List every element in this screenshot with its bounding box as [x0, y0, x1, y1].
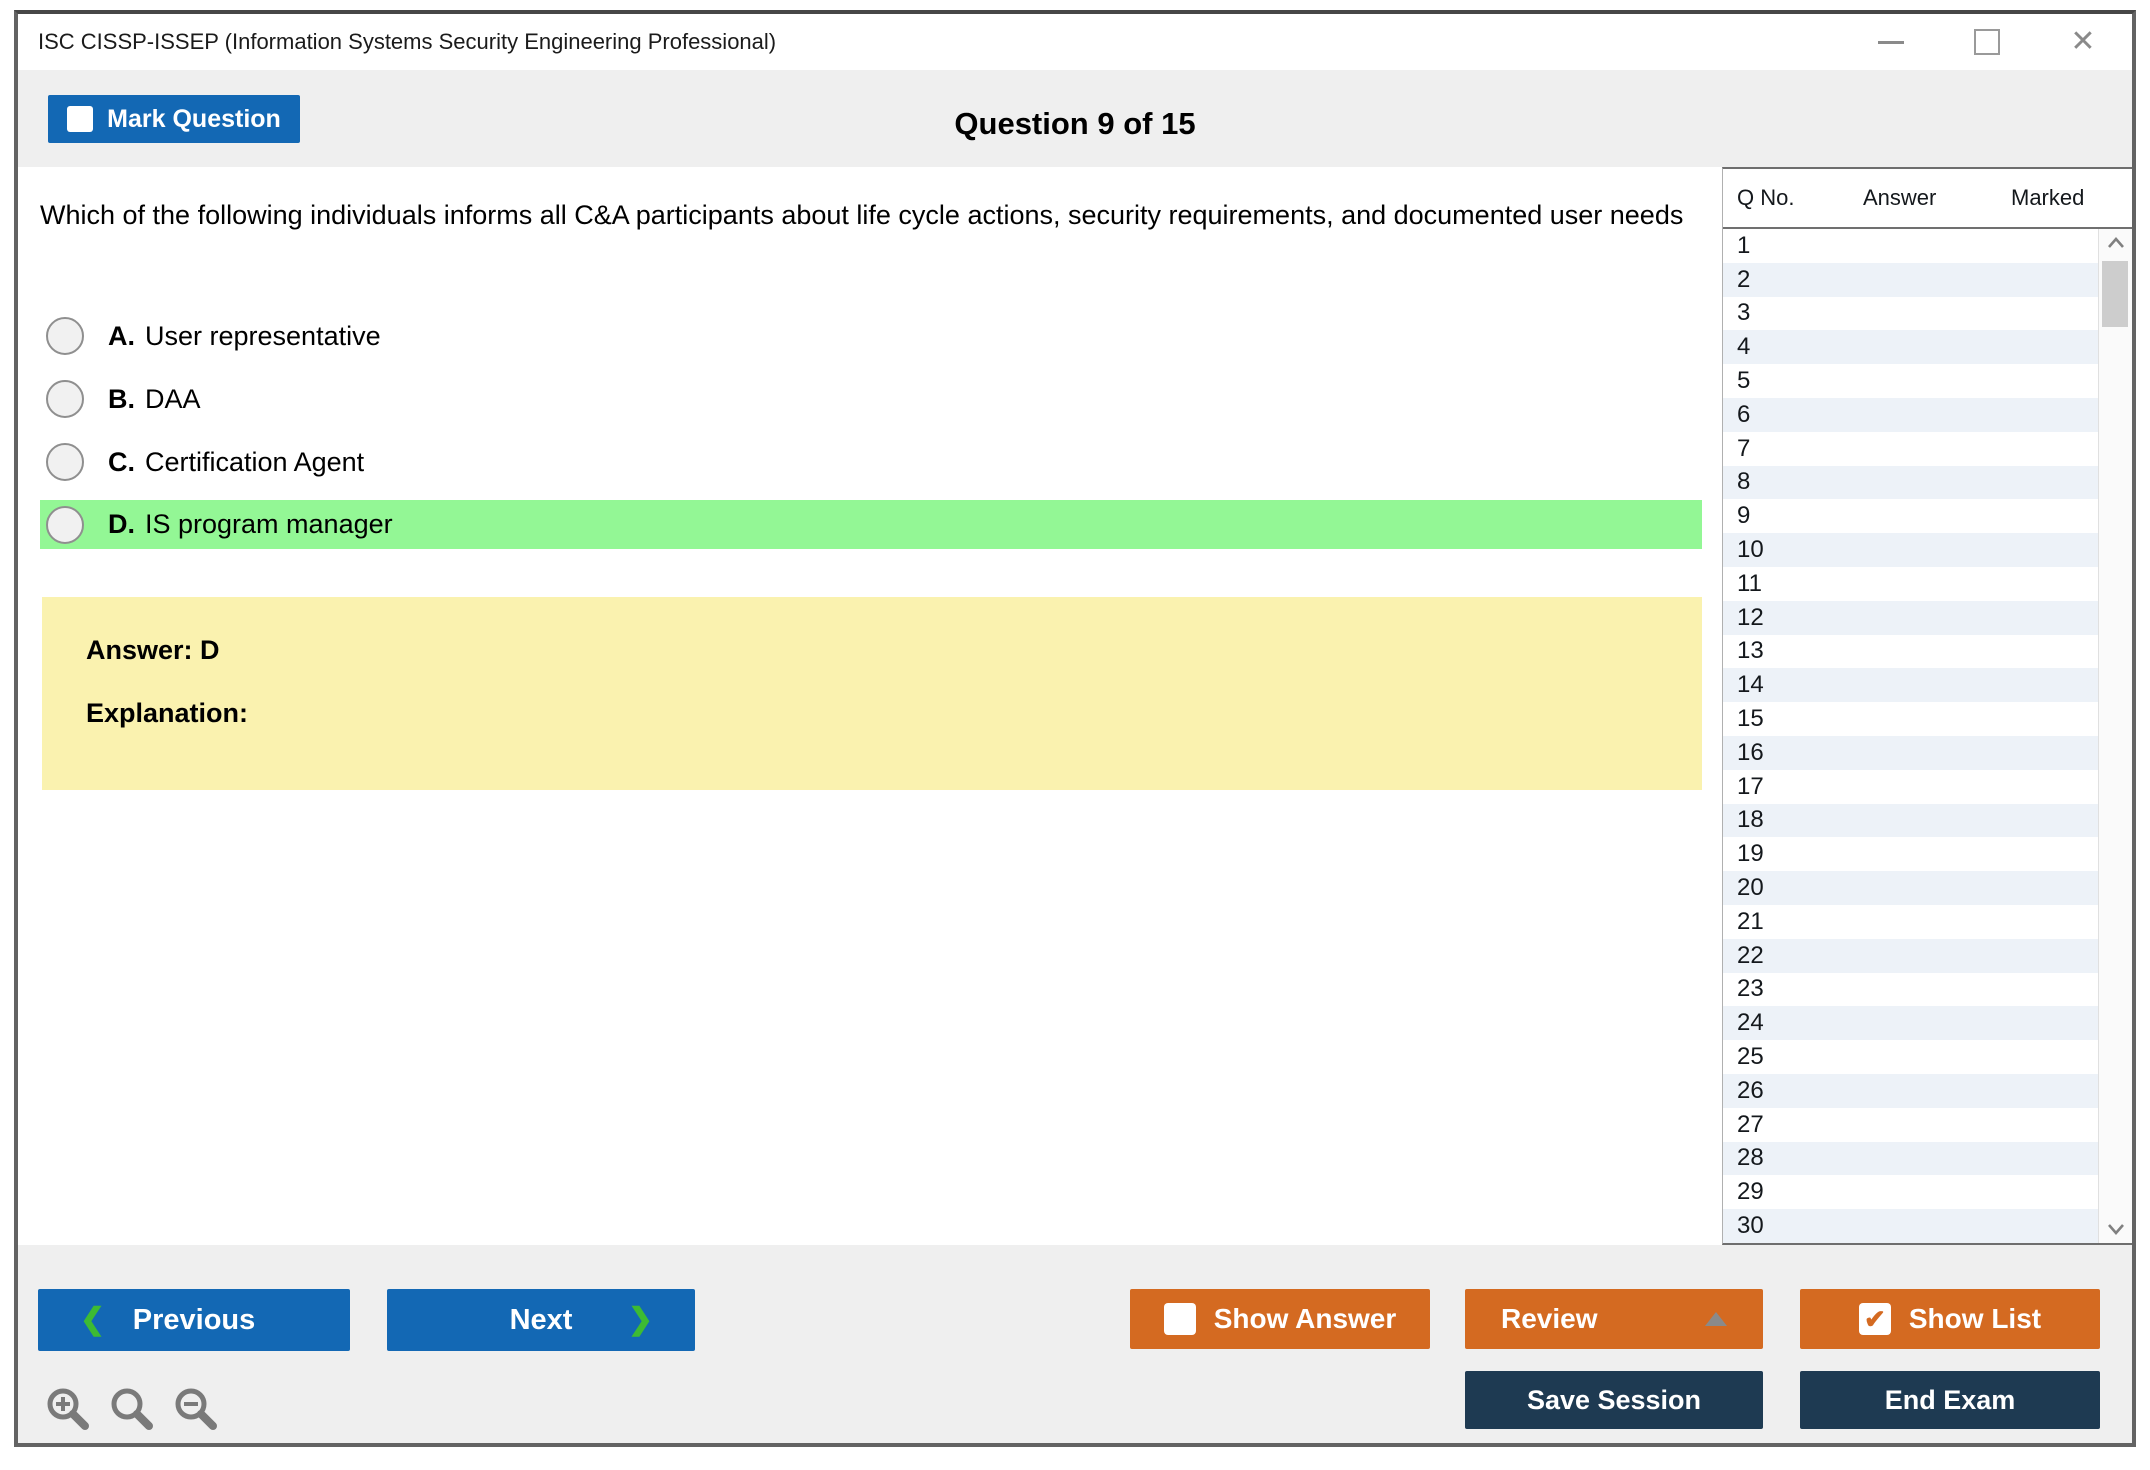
zoom-out-icon[interactable]: [172, 1385, 220, 1433]
question-number-cell: 8: [1737, 468, 1751, 496]
question-number-cell: 13: [1737, 637, 1764, 665]
next-button[interactable]: [387, 1289, 695, 1351]
table-row[interactable]: [1723, 466, 2098, 500]
minimize-button[interactable]: [1872, 23, 1910, 61]
save-session-label: Save Session: [1526, 1384, 1702, 1415]
show-answer-checkbox-icon: [1164, 1303, 1196, 1335]
table-row[interactable]: [1723, 973, 2098, 1007]
content-area: [18, 167, 2132, 1245]
question-number-cell: 23: [1737, 975, 1764, 1003]
question-number-cell: 6: [1737, 400, 1751, 428]
question-list-rows: [1723, 229, 2098, 1243]
question-number-cell: 20: [1737, 874, 1764, 902]
table-row[interactable]: [1723, 702, 2098, 736]
question-number-cell: 29: [1737, 1178, 1764, 1206]
end-exam-button[interactable]: [1800, 1371, 2100, 1429]
question-number-cell: 11: [1737, 569, 1762, 597]
option-letter: D.: [108, 509, 135, 539]
radio-button-d[interactable]: [46, 506, 84, 544]
question-number-cell: 10: [1737, 536, 1764, 564]
question-number-cell: 22: [1737, 941, 1764, 969]
magnifier-icon[interactable]: [108, 1385, 156, 1433]
question-number-cell: 2: [1737, 265, 1751, 293]
table-row[interactable]: [1723, 635, 2098, 669]
table-row[interactable]: [1723, 1006, 2098, 1040]
column-header-marked: Marked: [2011, 185, 2085, 210]
show-answer-button[interactable]: [1130, 1289, 1430, 1349]
app-window: [14, 10, 2136, 1447]
table-row[interactable]: [1723, 1040, 2098, 1074]
option-text: DAA: [145, 383, 201, 414]
question-counter: Question 9 of 15: [954, 106, 1196, 141]
table-row[interactable]: [1723, 871, 2098, 905]
option-letter: B.: [108, 383, 135, 414]
question-list-scrollbar[interactable]: [2098, 229, 2132, 1243]
table-row[interactable]: [1723, 499, 2098, 533]
option-d[interactable]: [40, 500, 1702, 549]
table-row[interactable]: [1723, 804, 2098, 838]
previous-label: Previous: [132, 1303, 256, 1336]
review-label: Review: [1501, 1303, 1598, 1334]
question-list-panel: [1722, 167, 2132, 1245]
maximize-icon: [1974, 29, 2000, 55]
zoom-in-icon[interactable]: [44, 1385, 92, 1433]
table-row[interactable]: [1723, 533, 2098, 567]
footer-bar: [18, 1245, 2132, 1443]
question-number-cell: 9: [1737, 502, 1751, 530]
table-row[interactable]: [1723, 837, 2098, 871]
question-number-cell: 17: [1737, 772, 1764, 800]
save-session-button[interactable]: [1465, 1371, 1763, 1429]
previous-button[interactable]: [38, 1289, 350, 1351]
question-number-cell: 27: [1737, 1110, 1764, 1138]
table-row[interactable]: [1723, 1108, 2098, 1142]
question-number-cell: 24: [1737, 1009, 1764, 1037]
review-button[interactable]: [1465, 1289, 1763, 1349]
table-row[interactable]: [1723, 1209, 2098, 1243]
question-number-cell: 19: [1737, 840, 1764, 868]
radio-button-c[interactable]: [46, 443, 84, 481]
table-row[interactable]: [1723, 432, 2098, 466]
scroll-down-icon[interactable]: [2099, 1223, 2132, 1235]
table-row[interactable]: [1723, 939, 2098, 973]
column-header-answer: Answer: [1863, 185, 1937, 210]
next-label: Next: [509, 1303, 573, 1336]
table-row[interactable]: [1723, 1074, 2098, 1108]
show-list-label: Show List: [1908, 1303, 2042, 1334]
table-row[interactable]: [1723, 905, 2098, 939]
maximize-button[interactable]: [1968, 23, 2006, 61]
question-text: Which of the following individuals informs all C&A participants about life cycle actions, security requirements, and documented user needs: [40, 200, 1684, 230]
option-text: IS program manager: [145, 509, 393, 539]
question-number-cell: 7: [1737, 434, 1751, 462]
table-row[interactable]: [1723, 263, 2098, 297]
toolbar: [18, 70, 2132, 167]
table-row[interactable]: [1723, 398, 2098, 432]
table-row[interactable]: [1723, 736, 2098, 770]
question-number-cell: 21: [1737, 907, 1764, 935]
question-number-cell: 18: [1737, 806, 1764, 834]
answer-value: Answer: D: [86, 635, 220, 665]
table-row[interactable]: [1723, 330, 2098, 364]
show-list-button[interactable]: [1800, 1289, 2100, 1349]
question-number-cell: 26: [1737, 1076, 1764, 1104]
table-row[interactable]: [1723, 601, 2098, 635]
question-list-header: [1723, 169, 2132, 229]
table-row[interactable]: [1723, 1142, 2098, 1176]
question-number-cell: 14: [1737, 671, 1764, 699]
window-controls: [1872, 14, 2102, 70]
table-row[interactable]: [1723, 770, 2098, 804]
option-a[interactable]: [40, 313, 1702, 359]
radio-button-a[interactable]: [46, 317, 84, 355]
question-number-cell: 5: [1737, 367, 1751, 395]
column-header-qno: Q No.: [1737, 185, 1795, 210]
scrollbar-thumb[interactable]: [2102, 261, 2128, 327]
option-letter: A.: [108, 320, 135, 351]
triangle-up-icon: [1705, 1312, 1727, 1326]
question-number-cell: 28: [1737, 1144, 1764, 1172]
question-number-cell: 12: [1737, 603, 1764, 631]
question-number-cell: 4: [1737, 333, 1751, 361]
show-list-checked-checkbox-icon: ✔: [1859, 1303, 1891, 1335]
option-letter: C.: [108, 446, 135, 477]
option-text: Certification Agent: [145, 446, 365, 477]
table-row[interactable]: [1723, 668, 2098, 702]
table-row[interactable]: [1723, 364, 2098, 398]
table-row[interactable]: [1723, 229, 2098, 263]
question-number-cell: 16: [1737, 738, 1764, 766]
chevron-left-icon: ❮: [80, 1303, 106, 1336]
question-number-cell: 25: [1737, 1043, 1764, 1071]
show-answer-label: Show Answer: [1213, 1303, 1397, 1334]
end-exam-label: End Exam: [1884, 1384, 2016, 1415]
option-text: User representative: [145, 320, 381, 351]
zoom-controls: [44, 1385, 220, 1433]
table-row[interactable]: [1723, 297, 2098, 331]
minimize-icon: [1878, 41, 1904, 44]
question-number-cell: 1: [1737, 231, 1751, 259]
mark-question-label: Mark Question: [107, 104, 281, 133]
answer-panel: [42, 597, 1702, 790]
close-icon: ✕: [2070, 25, 2096, 58]
option-b[interactable]: [40, 376, 1702, 422]
scroll-up-icon[interactable]: [2099, 237, 2132, 249]
window-title: ISC CISSP-ISSEP (Information Systems Security Engineering Professional): [38, 29, 777, 54]
chevron-right-icon: ❯: [627, 1303, 653, 1336]
explanation-label: Explanation:: [86, 698, 249, 728]
title-bar: [18, 14, 2132, 70]
question-number-cell: 30: [1737, 1212, 1764, 1240]
table-row[interactable]: [1723, 1175, 2098, 1209]
close-button[interactable]: [2064, 23, 2102, 61]
question-number-cell: 3: [1737, 299, 1751, 327]
option-c[interactable]: [40, 439, 1702, 485]
radio-button-b[interactable]: [46, 380, 84, 418]
table-row[interactable]: [1723, 567, 2098, 601]
question-number-cell: 15: [1737, 705, 1764, 733]
